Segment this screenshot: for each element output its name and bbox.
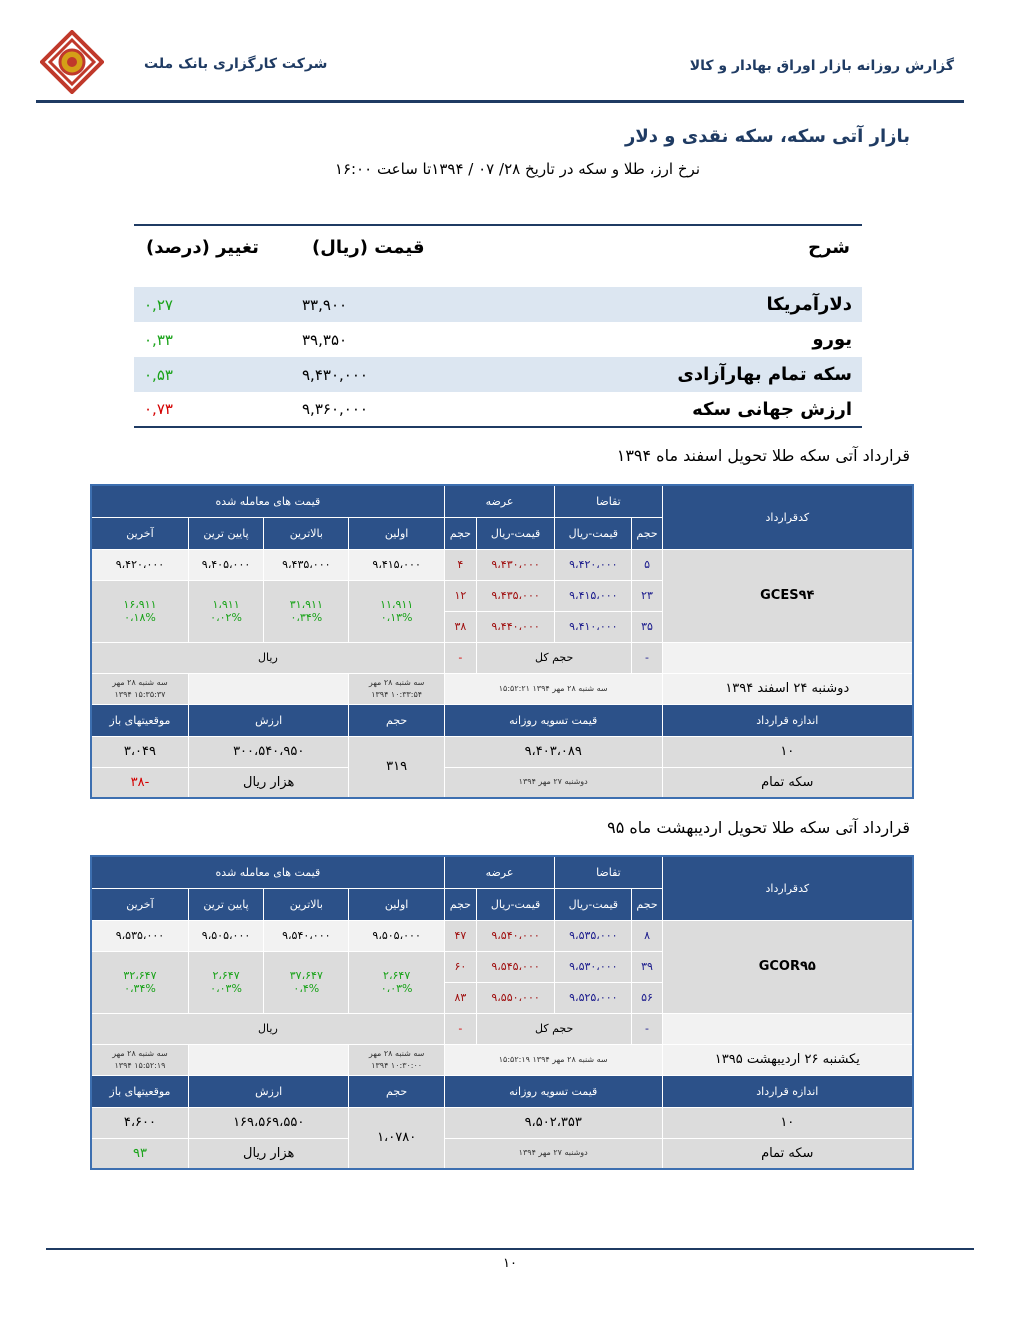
table-row [134, 357, 862, 392]
col-value: ارزش [188, 1075, 349, 1107]
col-open-positions: موقعیتهای باز [91, 704, 188, 736]
row-price: ۳۳,۹۰۰ [292, 287, 574, 322]
price-high: ۹،۵۴۰،۰۰۰ [264, 920, 349, 951]
col-demand-price: قیمت-ریال [555, 517, 632, 549]
price-last: ۹،۵۳۵،۰۰۰ [91, 920, 188, 951]
contract-title: قرارداد آتی سکه طلا تحویل اسفند ماه ۱۳۹۴ [616, 446, 910, 465]
table-row [134, 287, 862, 322]
col-daily-settlement: قیمت تسویه روزانه [444, 1075, 662, 1107]
demand-volume: ۵۶ [632, 982, 662, 1013]
demand-volume: ۸ [632, 920, 662, 951]
col-first: اولین [349, 517, 444, 549]
demand-volume: ۲۳ [632, 580, 662, 611]
report-title: گزارش روزانه بازار اوراق بهادار و کالا [689, 58, 954, 74]
row-name: دلارآمریکا [574, 287, 862, 322]
price-first: ۹،۵۰۵،۰۰۰ [349, 920, 444, 951]
volume: ۱،۰۷۸۰ [349, 1107, 444, 1169]
table-row [134, 392, 862, 427]
col-supply: عرضه [444, 856, 554, 888]
open-positions: ۴،۶۰۰ [91, 1107, 188, 1138]
price-table [134, 224, 862, 428]
last-trade-time: سه شنبه ۲۸ مهر ۱۵:۳۵:۳۷ ۱۳۹۴ [91, 673, 188, 704]
change-high: ۳۷،۶۴۷ ۰،۴% [264, 951, 349, 1013]
contract-code: GCES۹۴ [662, 549, 913, 642]
header-divider [36, 100, 964, 103]
header-description: شرح [808, 237, 850, 258]
col-traded-prices: قیمت های معامله شده [91, 856, 444, 888]
col-contract-size: اندازه قرارداد [662, 1075, 913, 1107]
contract-size: ۱۰ [662, 1107, 913, 1138]
order-time: سه شنبه ۲۸ مهر ۱۳۹۴ ۱۵:۵۲:۱۹ [444, 1044, 662, 1075]
contract-size: ۱۰ [662, 736, 913, 767]
row-price: ۳۹,۳۵۰ [302, 330, 348, 349]
first-trade-time: سه شنبه ۲۸ مهر ۱۰:۳۳:۵۴ ۱۳۹۴ [349, 673, 444, 704]
col-supply-volume: حجم [444, 888, 476, 920]
col-traded-prices: قیمت های معامله شده [91, 485, 444, 517]
demand-volume: ۳۹ [632, 951, 662, 982]
total-supply-dash: - [444, 642, 476, 673]
value: ۳۰۰،۵۴۰،۹۵۰ [188, 736, 349, 767]
col-lowest: پایین ترین [188, 517, 263, 549]
col-last: آخرین [91, 517, 188, 549]
unit-label: سکه تمام [662, 767, 913, 798]
footer-divider [46, 1248, 974, 1250]
value-unit: هزار ریال [188, 1138, 349, 1169]
futures-table [90, 855, 914, 1170]
demand-price: ۹،۵۳۰،۰۰۰ [555, 951, 632, 982]
col-demand-price: قیمت-ریال [555, 888, 632, 920]
supply-price: ۹،۵۴۰،۰۰۰ [476, 920, 554, 951]
total-volume-label: حجم کل [476, 642, 632, 673]
open-positions-change: -۳۸ [91, 767, 188, 798]
supply-volume: ۶۰ [444, 951, 476, 982]
demand-price: ۹،۴۲۰،۰۰۰ [555, 549, 632, 580]
col-lowest: پایین ترین [188, 888, 263, 920]
row-change: ۰,۵۳ [134, 357, 292, 392]
supply-volume: ۳۸ [444, 611, 476, 642]
supply-price: ۹،۵۴۵،۰۰۰ [476, 951, 554, 982]
demand-price: ۹،۴۱۰،۰۰۰ [555, 611, 632, 642]
settlement-price: ۹،۴۰۳،۰۸۹ [444, 736, 662, 767]
change-last: ۳۲،۶۴۷ ۰،۳۴% [91, 951, 188, 1013]
col-supply: عرضه [444, 485, 554, 517]
value: ۱۶۹،۵۶۹،۵۵۰ [188, 1107, 349, 1138]
demand-price: ۹،۴۱۵،۰۰۰ [555, 580, 632, 611]
supply-price: ۹،۴۳۰،۰۰۰ [476, 549, 554, 580]
col-highest: بالاترین [264, 888, 349, 920]
row-name: سکه تمام بهارآزادی [574, 357, 862, 392]
demand-volume: ۵ [632, 549, 662, 580]
col-supply-volume: حجم [444, 517, 476, 549]
section-title: بازار آتی سکه، سکه نقدی و دلار [625, 126, 910, 147]
supply-volume: ۱۲ [444, 580, 476, 611]
supply-price: ۹،۵۵۰،۰۰۰ [476, 982, 554, 1013]
change-high: ۳۱،۹۱۱ ۰،۳۴% [264, 580, 349, 642]
supply-volume: ۴۷ [444, 920, 476, 951]
price-low: ۹،۴۰۵،۰۰۰ [188, 549, 263, 580]
price-last: ۹،۴۲۰،۰۰۰ [91, 549, 188, 580]
total-supply-dash: - [444, 1013, 476, 1044]
row-price: ۹,۴۳۰,۰۰۰ [292, 357, 574, 392]
last-trade-time: سه شنبه ۲۸ مهر ۱۵:۵۲:۱۹ ۱۳۹۴ [91, 1044, 188, 1075]
volume: ۳۱۹ [349, 736, 444, 798]
currency-label: ریال [91, 642, 444, 673]
contract-title: قرارداد آتی سکه طلا تحویل اردیبهشت ماه ۹۵ [607, 818, 910, 837]
col-contract-code: کدقرارداد [662, 856, 913, 920]
col-open-positions: موقعیتهای باز [91, 1075, 188, 1107]
demand-price: ۹،۵۳۵،۰۰۰ [555, 920, 632, 951]
maturity-date: یکشنبه ۲۶ اردیبهشت ۱۳۹۵ [662, 1044, 913, 1075]
open-positions-change: ۹۳ [91, 1138, 188, 1169]
contract-code: GCOR۹۵ [662, 920, 913, 1013]
price-table-header [134, 225, 862, 269]
change-first: ۱۱،۹۱۱ ۰،۱۳% [349, 580, 444, 642]
unit-label: سکه تمام [662, 1138, 913, 1169]
col-demand: تقاضا [555, 485, 662, 517]
demand-price: ۹،۵۲۵،۰۰۰ [555, 982, 632, 1013]
order-time: سه شنبه ۲۸ مهر ۱۳۹۴ ۱۵:۵۲:۲۱ [444, 673, 662, 704]
col-volume: حجم [349, 704, 444, 736]
first-trade-time: سه شنبه ۲۸ مهر ۱۰:۳۰:۰۰ ۱۳۹۴ [349, 1044, 444, 1075]
demand-volume: ۳۵ [632, 611, 662, 642]
row-price: ۹,۳۶۰,۰۰۰ [302, 400, 368, 418]
col-last: آخرین [91, 888, 188, 920]
total-volume-label: حجم کل [476, 1013, 632, 1044]
change-low: ۱،۹۱۱ ۰،۰۲% [188, 580, 263, 642]
row-change: ۰,۷۳ [144, 400, 173, 418]
change-first: ۲،۶۴۷ ۰،۰۳% [349, 951, 444, 1013]
row-change: ۰,۲۷ [134, 287, 292, 322]
settlement-price: ۹،۵۰۲،۳۵۳ [444, 1107, 662, 1138]
row-name: ارزش جهانی سکه [692, 398, 852, 420]
supply-price: ۹،۴۳۵،۰۰۰ [476, 580, 554, 611]
change-low: ۲،۶۴۷ ۰،۰۳% [188, 951, 263, 1013]
total-demand-dash: - [632, 642, 662, 673]
section-subtitle: نرخ ارز، طلا و سکه در تاریخ ۲۸/ ۰۷ / ۱۳۹۴تا ساعت ۱۶:۰۰ [334, 160, 700, 178]
futures-table [90, 484, 914, 799]
col-demand-volume: حجم [632, 517, 662, 549]
row-name: یورو [812, 329, 852, 350]
col-volume: حجم [349, 1075, 444, 1107]
settlement-date: دوشنبه ۲۷ مهر ۱۳۹۴ [444, 767, 662, 798]
change-last: ۱۶،۹۱۱ ۰،۱۸% [91, 580, 188, 642]
open-positions: ۳،۰۴۹ [91, 736, 188, 767]
col-first: اولین [349, 888, 444, 920]
col-contract-code: کدقرارداد [662, 485, 913, 549]
header-price: قیمت (ریال) [312, 237, 425, 258]
supply-volume: ۸۳ [444, 982, 476, 1013]
total-demand-dash: - [632, 1013, 662, 1044]
col-highest: بالاترین [264, 517, 349, 549]
row-change: ۰,۳۳ [144, 330, 173, 349]
col-daily-settlement: قیمت تسویه روزانه [444, 704, 662, 736]
price-high: ۹،۴۳۵،۰۰۰ [264, 549, 349, 580]
price-first: ۹،۴۱۵،۰۰۰ [349, 549, 444, 580]
supply-volume: ۴ [444, 549, 476, 580]
currency-label: ریال [91, 1013, 444, 1044]
col-demand: تقاضا [555, 856, 662, 888]
col-supply-price: قیمت-ریال [476, 517, 554, 549]
table-row [134, 322, 862, 357]
supply-price: ۹،۴۴۰،۰۰۰ [476, 611, 554, 642]
col-supply-price: قیمت-ریال [476, 888, 554, 920]
col-value: ارزش [188, 704, 349, 736]
page-number: ۱۰ [503, 1256, 517, 1271]
price-low: ۹،۵۰۵،۰۰۰ [188, 920, 263, 951]
header-change: تغییر (درصد) [146, 237, 259, 258]
col-contract-size: اندازه قرارداد [662, 704, 913, 736]
bank-mellat-logo [40, 30, 104, 94]
value-unit: هزار ریال [188, 767, 349, 798]
col-demand-volume: حجم [632, 888, 662, 920]
maturity-date: دوشنبه ۲۴ اسفند ۱۳۹۴ [662, 673, 913, 704]
company-name: شرکت کارگزاری بانک ملت [144, 56, 328, 72]
settlement-date: دوشنبه ۲۷ مهر ۱۳۹۴ [444, 1138, 662, 1169]
